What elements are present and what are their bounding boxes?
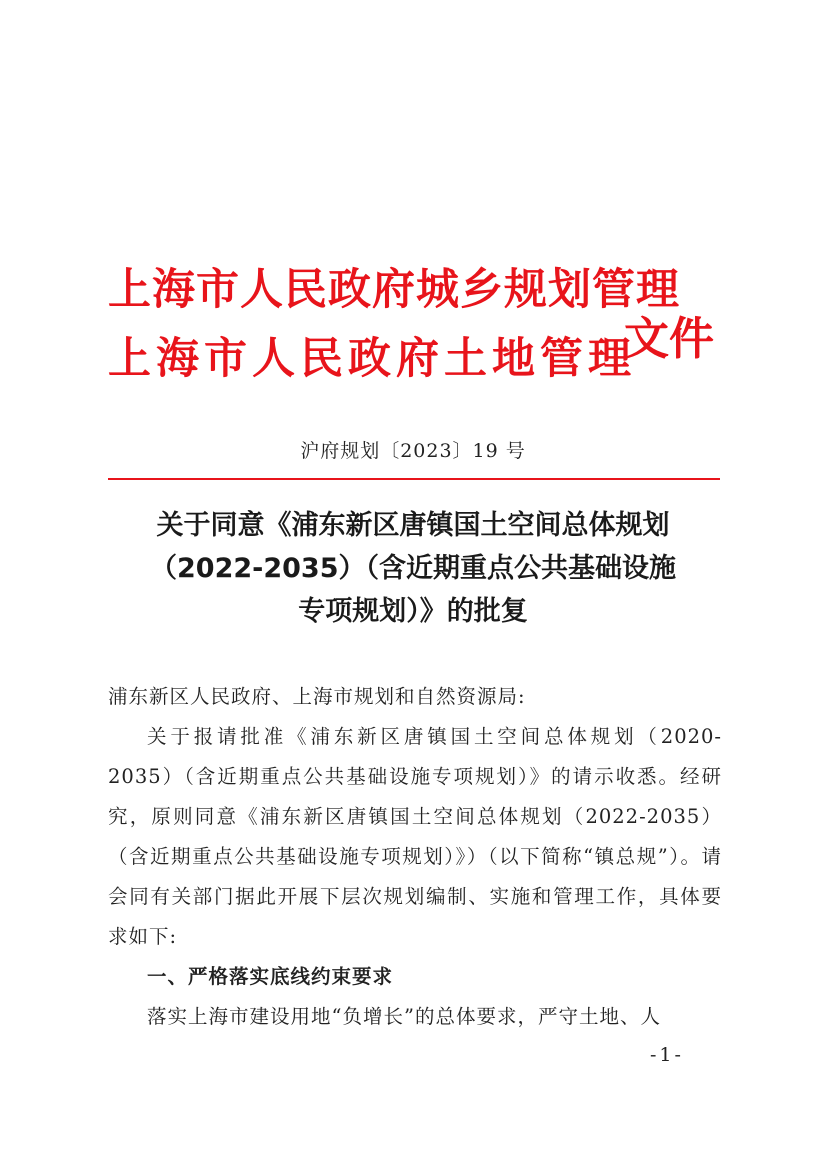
title-line-2: （2022-2035）（含近期重点公共基础设施 [150,553,676,584]
document-title [96,504,730,633]
document-number: 沪府规划〔2023〕19 号 [300,440,526,462]
body-paragraph: 落实上海市建设用地“负增长”的总体要求，严守土地、人 [147,1005,661,1028]
addressee: 浦东新区人民政府、上海市规划和自然资源局: [108,685,526,708]
red-divider [108,478,720,480]
issuer-line-1: 上海市人民政府城乡规划管理 [108,265,680,315]
issuer-suffix: 文件 [624,312,715,365]
section-heading: 一、严格落实底线约束要求 [147,965,394,988]
page-number: -1- [650,1044,684,1066]
issuer-line-2: 上海市人民政府土地管理 [108,334,636,384]
body-paragraph: 关于报请批准《浦东新区唐镇国土空间总体规划（2020-2035）（含近期重点公共基础设施专项规划）》的请示收悉。经研究，原则同意《浦东新区唐镇国土空间总体规划（2022-2035）（含近期重点公共基础设施专项规划）》）（以下简称“镇总规”）。请会同有关部门据此开展下层次规划编制、实施和管理工作，具体要求如下: [108,725,722,948]
document-body [108,677,722,1037]
title-line-1: 关于同意《浦东新区唐镇国土空间总体规划 [156,510,670,541]
title-line-3: 专项规划）》的批复 [298,596,528,627]
